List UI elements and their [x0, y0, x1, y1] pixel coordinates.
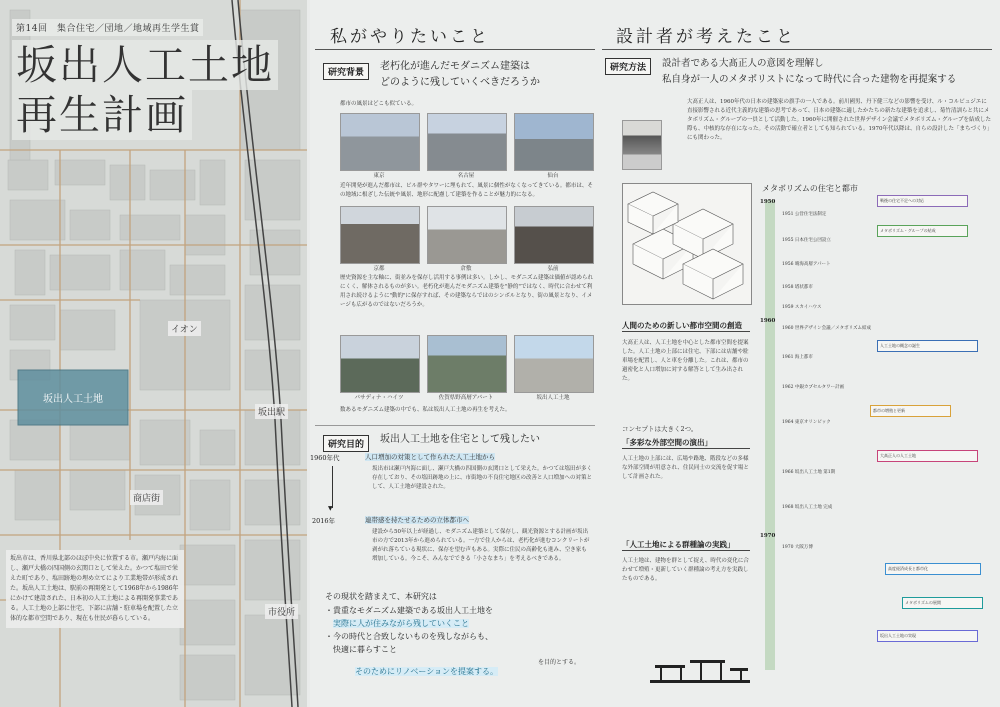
- bullet-4: [325, 643, 595, 656]
- caption-sakaide: 坂出人工土地: [536, 395, 570, 401]
- map-note: 坂出市は、香川県北部のほぼ中央に位置する市。瀬戸内海に面し、瀬戸大橋の四国側の玄関口として栄えた。かつて塩田で栄えた町であり、塩田跡地の埋め立てにより工業地帯が形成された。坂出人工土地は、駅前の再開発として1968年から1986年にかけて建設された、日本初の人工土地による再開発事業である。人工土地の上部に住宅、下部に店舗・駐車場を配置した立体的な都市空間であり、現在も住民が暮らしている。: [6, 550, 184, 628]
- right-column: [602, 0, 1000, 707]
- timeline-box-5: 大髙正人の人工土地: [877, 450, 978, 462]
- timeline-item: 1958 塔状都市: [782, 285, 813, 290]
- intro-text: 都市の風景はどこも似ている。: [340, 101, 418, 107]
- method-lead: [662, 56, 956, 88]
- concept-1-text: 人工土地の上部には、広場や路地、階段などの多様な外部空間が用意され、住民同士の交流を促す場として計画された。: [622, 456, 749, 480]
- architect-portrait: [622, 120, 662, 170]
- text-1960-head-label: 人口増加の対策として作られた人工土地から: [365, 453, 495, 461]
- title-block: [12, 16, 274, 140]
- photo-pasadena-heights: [340, 335, 420, 393]
- caption-sendai: 仙台: [547, 173, 559, 179]
- map-label-shotengai: 商店街: [130, 490, 163, 505]
- caption-hirosaki: 弘前: [547, 266, 559, 272]
- bullet-1: ・貴重なモダニズム建築である坂出人工土地を: [325, 606, 493, 615]
- map-label-station: 坂出駅: [255, 404, 288, 419]
- bullet-3: ・今の時代と合致しないものを残しながらも、: [325, 632, 493, 641]
- timeline-year-1970: 1970: [760, 533, 776, 539]
- text-after-row1: 近年開発が進んだ都市は、ビル群やタワーに埋もれて、風景に個性がなくなってきている。都市は、その地域に根ざした伝統や風景、地形に配慮して建築を作ることが魅力的になる。: [340, 183, 593, 198]
- bullet-2-text: 実際に人が住みながら残していくこと: [333, 619, 469, 628]
- timeline-item: 1962 中銀カプセルタワー計画: [782, 385, 845, 390]
- method-tag: 研究方法: [605, 58, 651, 75]
- timeline-item: 1956 晴海高層アパート: [782, 262, 831, 267]
- background-tag: 研究背景: [323, 63, 369, 80]
- text-after-row3: 数あるモダニズム建築の中でも、私は坂出人工土地の再生を考えた。: [340, 407, 511, 413]
- caption-nagoya: 名古屋: [457, 173, 475, 179]
- timeline-item: 1955 日本住宅公団設立: [782, 238, 831, 243]
- timeline-item: 1966 坂出人工土地 第1期: [782, 470, 836, 475]
- map-label-city-hall: 市役所: [265, 604, 298, 619]
- method-lead-line-2: 私自身が一人のメタボリストになって時代に合った建物を再提案する: [662, 74, 957, 85]
- timeline-box-7: メタボリズムの展開: [902, 597, 983, 609]
- text-1960-head: [365, 453, 495, 462]
- title-line-2: 再生計画: [12, 90, 192, 140]
- bullet-4-text: 快適に暮らすこと: [333, 645, 397, 654]
- bullet-end: を目的とする。: [538, 659, 581, 666]
- concept-2-text: 人工土地は、建物を群として捉え、時代の変化に合わせて増殖・更新していく群種論の考え方を実践したものである。: [622, 558, 749, 582]
- photo-kyoto: [340, 206, 420, 264]
- timeline-item: 1968 坂出人工土地 完成: [782, 505, 833, 510]
- right-heading-rule: [602, 49, 992, 50]
- concept-1-rule: [622, 448, 750, 449]
- map-label-aeon: イオン: [168, 321, 201, 336]
- purpose-lead: 坂出人工土地を住宅として残したい: [380, 434, 540, 445]
- timeline-box-1: 戦後の住宅不足への対応: [877, 195, 968, 207]
- timeline-box-3: 人工土地の概念の誕生: [877, 340, 978, 352]
- photo-hirosaki: [514, 206, 594, 264]
- map-panel: [0, 0, 307, 707]
- concept-text: 大髙正人は、人工土地を中心とした都市空間を提案した。人工土地の上部には住宅、下部には店舗や駐車場を配置し、人と車を分離した。これは、都市の過密化と人口増加に対する解答として生み出された。: [622, 340, 749, 382]
- concept-1-title: 「多彩な外部空間の演出」: [622, 438, 712, 447]
- caption-kurashiki: 倉敷: [460, 266, 472, 272]
- timeline-year-1960: 1960: [760, 318, 776, 324]
- text-2016-head-label: 連帯感を持たせるための立体都市へ: [365, 516, 469, 524]
- method-lead-line-1: 設計者である大髙正人の意図を理解し: [662, 58, 824, 69]
- timeline-item: 1961 海上都市: [782, 355, 813, 360]
- timeline-bar: [765, 200, 775, 670]
- bullet-2: [325, 617, 595, 630]
- year-arrow-line: [332, 466, 333, 508]
- timeline-item: 1951 公営住宅法制定: [782, 212, 827, 217]
- caption-kyoto: 京都: [373, 266, 385, 272]
- map-label-site: 坂出人工土地: [43, 394, 103, 405]
- bullet-3-text: 今の時代と合致しないものを残しながらも、: [333, 632, 493, 641]
- middle-column: [310, 0, 602, 707]
- concept-2-rule: [622, 550, 750, 551]
- text-1960: 坂出市は瀬戸内海に面し、瀬戸大橋の四国側の玄関口として栄えた。かつては塩田が多く存在しており、その塩田跡地の上に、市街地の不良住宅地区の改善と人口増加への対策として、人工土地が建設された。: [372, 466, 593, 490]
- background-lead-line-2: どのように残していくべきだろうか: [380, 77, 540, 88]
- timeline-year-1950: 1950: [760, 199, 776, 205]
- middle-heading-rule: [315, 49, 595, 50]
- year-1960s: 1960年代: [310, 454, 340, 462]
- background-lead-line-1: 老朽化が進んだモダニズム建築は: [380, 61, 530, 72]
- section-diagram: [650, 640, 750, 695]
- right-heading: 設計者が考えたこと: [616, 27, 796, 47]
- poster-title: [12, 40, 274, 140]
- conclusion-lead: その現状を踏まえて、本研究は: [325, 592, 437, 601]
- timeline-box-4: 都市の増殖と更新: [870, 405, 951, 417]
- text-2016: 建設から50年以上が経過し、モダニズム建築として保存し、観光資源とする計画が坂出市の方で2013年から進められている。一方で住人からは、老朽化が進むコンクリートが剥がれ落ちている現状に、保存を望む声もある。実際に住民の高齢化も進み、空き家も増加している。今こそ、みんなでできる「小さなまち」を考えるべきである。: [372, 529, 590, 562]
- caption-pasadena-heights: パサディナ・ハイツ: [354, 395, 404, 401]
- timeline-box-8: 坂出人工土地の実現: [877, 630, 978, 642]
- timeline-item: 1964 東京オリンピック: [782, 420, 831, 425]
- concept-caption: 人間のための新しい都市空間の創造: [622, 321, 742, 330]
- timeline-item: 1970 大阪万博: [782, 545, 813, 550]
- architect-text: 大髙正人は、1960年代の日本の建築家の旗手の一人である。前川國男、丹下健三などの影響を受け、ル・コルビュジエに直接影響される近代主義的な建築の思考であって、日本の建築に適したかたちの新たな建築を追求し、菊竹清訓らと共にメタボリズム・グループの一員として活動した。1960年に開催された世界デザイン会議でメタボリズム・グループを結成した際も、中核的な存在になった。その活動で確立者としても知られている。1970年代以降は、自らの設計した「まちづくり」にも関わった。: [687, 99, 992, 141]
- timeline-box-6: 高度経済成長と都市化: [885, 563, 981, 575]
- section-divider: [315, 425, 595, 426]
- photo-sendai: [514, 113, 594, 171]
- caption-tokyo: 東京: [373, 173, 385, 179]
- timeline-title: メタボリズムの住宅と都市: [762, 184, 858, 193]
- final-line-text: そのためにリノベーションを提案する。: [355, 667, 499, 676]
- competition-series: 第14回 集合住宅／団地／地域再生学生賞: [12, 19, 203, 36]
- photo-nagoya: [427, 113, 507, 171]
- title-line-1: 坂出人工土地: [12, 40, 278, 90]
- bullet-1-text: 貴重なモダニズム建築である坂出人工土地を: [333, 606, 493, 615]
- caption-saga-apartment: 佐賀県野高層アパート: [438, 395, 494, 401]
- axonometric-sketch: [622, 183, 752, 305]
- photo-sakaide: [514, 335, 594, 393]
- timeline-item: 1960 世界デザイン会議／メタボリズム結成: [782, 326, 871, 331]
- photo-tokyo: [340, 113, 420, 171]
- background-lead: [380, 59, 540, 91]
- photo-saga-apartment: [427, 335, 507, 393]
- text-2016-head: [365, 516, 469, 525]
- concept-caption-rule: [622, 331, 750, 332]
- final-line: [355, 665, 498, 678]
- year-arrow-head: ▼: [328, 505, 333, 512]
- timeline-item: 1959 スカイハウス: [782, 305, 822, 310]
- concept-2-title: 「人工土地による群種論の実践」: [622, 540, 735, 549]
- timeline-box-2: メタボリズム・グループの結成: [877, 225, 968, 237]
- year-2016: 2016年: [312, 517, 336, 525]
- photo-kurashiki: [427, 206, 507, 264]
- middle-heading: 私がやりたいこと: [330, 27, 490, 47]
- text-after-row2: 歴史資源を主な軸に、街並みを保存し活用する事例は多い。しかし、モダニズム建築は価値が認められにくく、解体されるものが多い。老朽化が進んだモダニズム建築を"静的"ではなく、時代に合わせて利用され続けるように"動的"に保存すれば、その建築ならではのシンボルとなり、街の風景となり、イメージも広がるのではないだろうか。: [340, 275, 594, 308]
- purpose-bullets: [325, 604, 595, 656]
- concept-count: コンセプトは大きく2つ。: [622, 425, 698, 433]
- purpose-tag: 研究目的: [323, 435, 369, 452]
